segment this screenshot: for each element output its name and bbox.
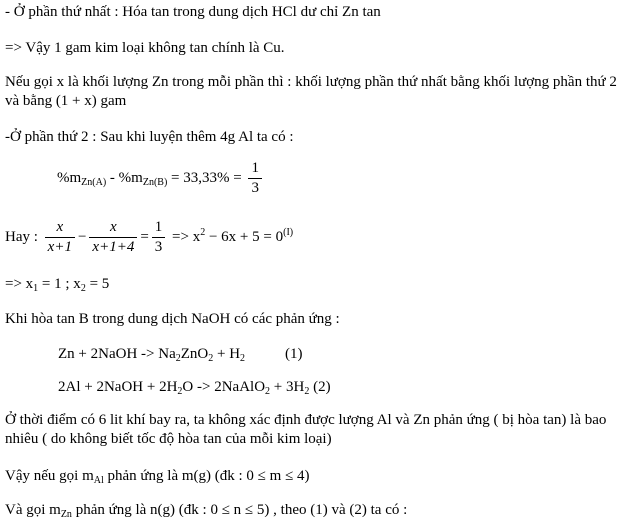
reaction-tag-2: (2): [309, 379, 331, 395]
fraction-x-over-x5: $\frac{x}{x+1+4}$: [89, 219, 137, 256]
paragraph-gas-release: Ở thời điểm có 6 lit khí bay ra, ta không xác định được lượng Al và Zn phản ứng ( bị hòa tan) là bao nhiêu ( do không biết tốc độ hòa tan của mỗi kim loại): [5, 412, 607, 447]
paragraph-define-x: Nếu gọi x là khối lượng Zn trong mỗi phần thì : khối lượng phần thứ nhất bằng khối lượng phần thứ 2 và bằng (1 + x) gam: [5, 74, 617, 109]
equation-quadratic: Hay : $\frac{x}{x+1}$ − $\frac{x}{x+1+4}$ = $\frac{1}{3}$ => $x^2 - 6x + 5 = 0^{(I)}$: [5, 219, 294, 255]
equation-percent-zn: $\%m_{Zn(A)} - \%m_{Zn(B)} = 33,33\%$ = $\frac{1}{3}$: [57, 160, 265, 197]
reaction-tag-1: (1): [285, 346, 303, 362]
line-part-two: -Ở phần thứ 2 : Sau khi luyện thêm 4g Al ta có :: [5, 129, 294, 145]
line-define-n: Và gọi $m_{Zn}$ phản ứng là n(g) (đk : 0 ≤ n ≤ 5) , theo (1) và (2) ta có :: [5, 502, 408, 520]
fraction-x-over-x1: $\frac{x}{x+1}$: [45, 219, 75, 256]
fraction-one-third-b: $\frac{1}{3}$: [152, 219, 166, 256]
reaction-al-naoh: 2Al + 2NaOH + $2H_2O$ -> 2NaAlO$_2$ + $3H_2$ (2): [58, 379, 331, 397]
line-naoh-reactions: Khi hòa tan B trong dung dịch NaOH có các phản ứng :: [5, 311, 340, 327]
line-conclusion-cu: => Vậy 1 gam kim loại không tan chính là Cu.: [5, 40, 285, 56]
fraction-one-third: $\frac{1}{3}$: [248, 160, 262, 197]
line-part-one: - Ở phần thứ nhất : Hóa tan trong dung dịch HCl dư chỉ Zn tan: [5, 4, 381, 20]
reaction-zn-naoh: Zn + 2NaOH -> $Na_2ZnO_2 + H_2$ (1): [58, 346, 303, 364]
line-define-m: Vậy nếu gọi $m_{Al}$ phản ứng là m(g) (đk : 0 ≤ m ≤ 4): [5, 468, 310, 486]
equation-roots: => $x_1 = 1$ ; $x_2 = 5$: [5, 276, 110, 294]
